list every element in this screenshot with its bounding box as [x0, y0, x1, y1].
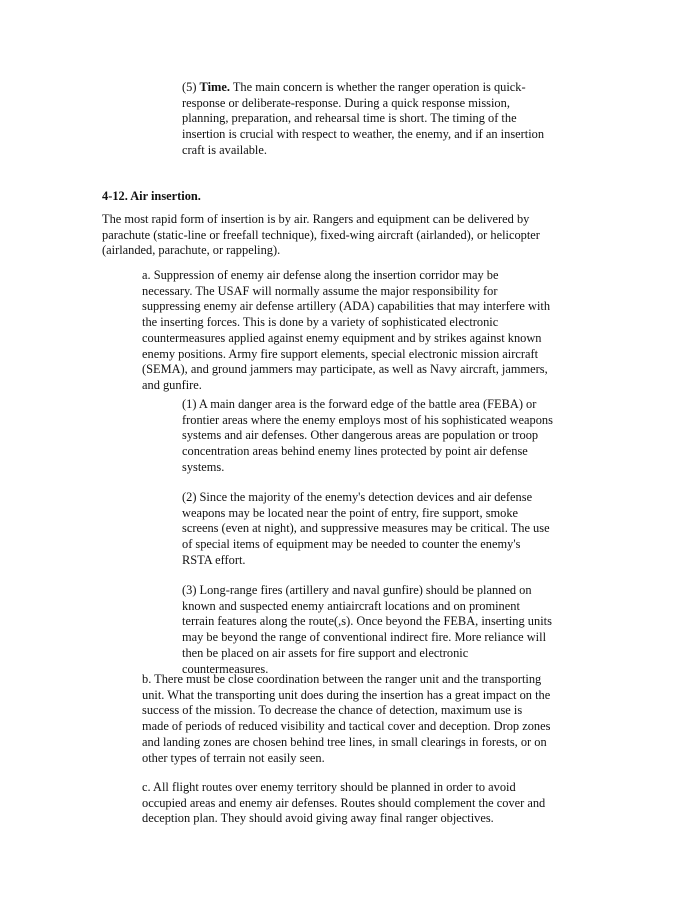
paragraph-line: RSTA effort. — [182, 552, 246, 567]
paragraph-line: systems and air defenses. Other dangerous areas are population or troop — [182, 428, 539, 443]
paragraph-line: weapons may be located near the point of entry, fire support, smoke — [182, 505, 519, 520]
paragraph-line: b. There must be close coordination between the ranger unit and the transporting — [142, 672, 542, 686]
paragraph-a1 — [182, 397, 553, 476]
paragraph-b — [142, 672, 550, 766]
paragraph-line: enemy positions. Army fire support elements, special electronic mission aircraft — [142, 346, 539, 361]
paragraph-line: known and suspected enemy antiaircraft locations and on prominent — [182, 598, 520, 613]
paragraph-line: of special items of equipment may be needed to counter the enemy's — [182, 537, 521, 552]
paragraph-line: terrain features along the route(,s). Once beyond the FEBA, inserting units — [182, 614, 552, 629]
paragraph-line: The most rapid form of insertion is by air. Rangers and equipment can be delivered by — [102, 212, 530, 226]
paragraph-line: other types of terrain not easily seen. — [142, 750, 325, 765]
paragraph-line: may be beyond the range of conventional indirect fire. More reliance will — [182, 630, 547, 645]
paragraph-line: unit. What the transporting unit does during the insertion has a great impact on the — [142, 687, 551, 702]
paragraph-line: (2) Since the majority of the enemy's detection devices and air defense — [182, 490, 533, 504]
paragraph-line: countermeasures applied against enemy equipment and by strikes against known — [142, 330, 542, 345]
paragraph-a — [142, 268, 550, 394]
paragraph-line: a. Suppression of enemy air defense along the insertion corridor may be — [142, 268, 499, 282]
paragraph-line-text: The main concern is whether the ranger operation is quick- — [229, 80, 526, 94]
paragraph-line: deception plan. They should avoid giving away final ranger objectives. — [142, 811, 494, 826]
paragraph-label: (5) — [182, 80, 200, 94]
paragraph-line: craft is available. — [182, 142, 267, 157]
section-heading: 4-12. Air insertion. — [102, 189, 201, 203]
paragraph-line: necessary. The USAF will normally assume the major responsibility for — [142, 283, 498, 298]
paragraph-line — [182, 80, 544, 96]
paragraph-intro — [102, 212, 540, 259]
paragraph-line: systems. — [182, 459, 225, 474]
paragraph-line: (airlanded, parachute, or rappeling). — [102, 243, 281, 258]
paragraph-line: (1) A main danger area is the forward edge of the battle area (FEBA) or — [182, 397, 537, 411]
paragraph-line: made of periods of reduced visibility and tactical cover and deception. Drop zones — [142, 719, 551, 734]
paragraph-line: occupied areas and enemy air defenses. Routes should complement the cover and — [142, 795, 546, 810]
paragraph-line: countermeasures. — [182, 661, 269, 676]
paragraph-line: and gunfire. — [142, 377, 202, 392]
paragraph-line: screens (even at night), and suppressive measures may be critical. The use — [182, 521, 550, 536]
paragraph-line: insertion is crucial with respect to weather, the enemy, and if an insertion — [182, 127, 545, 142]
paragraph-line: suppressing enemy air defense artillery (ADA) capabilities that may interfere with — [142, 299, 551, 314]
paragraph-line: the inserting forces. This is done by a variety of sophisticated electronic — [142, 315, 499, 330]
paragraph-bold-term: Time. — [199, 80, 230, 94]
paragraph-line: (3) Long-range fires (artillery and naval gunfire) should be planned on — [182, 583, 532, 597]
paragraph-time — [182, 80, 544, 159]
paragraph-line: planning, preparation, and rehearsal time is short. The timing of the — [182, 111, 517, 126]
paragraph-a2 — [182, 490, 550, 569]
paragraph-line: concentration areas behind enemy lines protected by point air defense — [182, 444, 528, 459]
paragraph-line: response or deliberate-response. During a quick response mission, — [182, 95, 510, 110]
paragraph-c — [142, 780, 545, 827]
paragraph-line: then be placed on air assets for fire support and electronic — [182, 645, 469, 660]
paragraph-line: frontier areas where the enemy employs most of his sophisticated weapons — [182, 412, 553, 427]
paragraph-line: (SEMA), and ground jammers may participate, as well as Navy aircraft, jammers, — [142, 362, 548, 377]
paragraph-a3 — [182, 583, 552, 677]
paragraph-line: and landing zones are chosen behind tree lines, in small clearings in forests, or on — [142, 734, 547, 749]
paragraph-line: success of the mission. To decrease the chance of detection, maximum use is — [142, 703, 523, 718]
paragraph-line: parachute (static-line or freefall technique), fixed-wing aircraft (airlanded), or helicopter — [102, 227, 540, 242]
paragraph-line: c. All flight routes over enemy territory should be planned in order to avoid — [142, 780, 516, 794]
